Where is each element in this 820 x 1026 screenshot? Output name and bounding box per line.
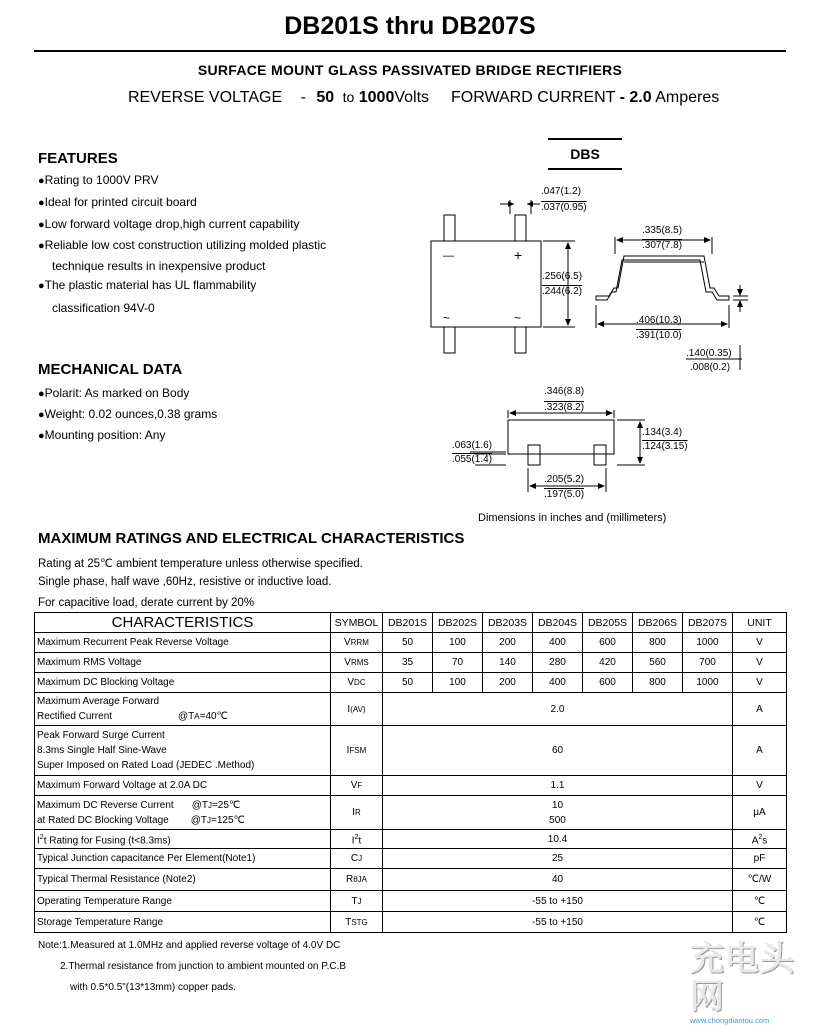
header-part: DB206S [633,613,683,633]
dim-lead-height-max: .063(1.6) [452,440,493,451]
forward-current-dash: - [619,89,625,106]
dim-body-thickness-max: .134(3.4) [642,427,683,438]
dim-body-width-max: .346(8.8) [544,386,585,397]
table-header-row [35,613,787,633]
table-row: Maximum Recurrent Peak Reverse Voltage VRRM 50 100 200 400 600 800 1000 V [35,633,787,653]
mechanical-item: ●Polarit: As marked on Body [38,386,190,400]
reverse-voltage-low: 50 [316,89,335,106]
ratings-note: For capacitive load, derate current by 20% [38,597,255,609]
header-part: DB202S [433,613,483,633]
forward-current-value: 2.0 [629,89,652,106]
header-unit: UNIT [733,613,787,633]
package-name: DBS [548,138,622,170]
header-characteristics: CHARACTERISTICS [35,613,331,633]
dim-body-width-min: .323(8.2) [544,402,585,413]
front-view-body [508,420,614,454]
header-part: DB201S [383,613,433,633]
dim-body-thickness-min: .124(3.15) [642,441,688,452]
dim-lead-width-min: .037(0.95) [541,202,587,213]
dim-body-height-min: .244(6.2) [542,286,583,297]
footnote: Note:1.Measured at 1.0MHz and applied reverse voltage of 4.0V DC [38,940,341,951]
ratings-note: Rating at 25℃ ambient temperature unless otherwise specified. [38,558,363,570]
feature-item: ●Rating to 1000V PRV [38,173,159,187]
reverse-voltage-dash: - [300,89,306,106]
header-part: DB205S [583,613,633,633]
table-row: Maximum RMS Voltage VRMS 35 70 140 280 420 560 700 V [35,653,787,673]
dim-lead-width-max: .047(1.2) [541,186,582,197]
feature-item-continued: classification 94V-0 [52,301,155,315]
watermark-logo [690,940,808,1025]
dimensions-caption: Dimensions in inches and (millimeters) [478,512,667,524]
ac-symbol-right: ~ [514,311,522,325]
footnote: with 0.5*0.5"(13*13mm) copper pads. [70,982,236,993]
header-part: DB204S [533,613,583,633]
table-row: Maximum DC Reverse Current @TJ=25℃ at Rated DC Blocking Voltage @TJ=125℃ IR 10 500 μA [35,796,787,830]
dim-side-width-max: .335(8.5) [642,225,683,236]
characteristics-table [34,612,787,933]
table-row: Maximum Forward Voltage at 2.0A DC VF 1.1 V [35,776,787,796]
dim-lead-pitch-min: .197(5.0) [544,489,585,500]
mechanical-item: ●Mounting position: Any [38,428,166,442]
dim-lead-thickness-min: .008(0.2) [690,362,731,373]
feature-item: ●Low forward voltage drop,high current capability [38,217,300,231]
ac-symbol-left: ~ [443,311,451,325]
header-part: DB207S [683,613,733,633]
ratings-heading: MAXIMUM RATINGS AND ELECTRICAL CHARACTERISTICS [38,530,465,547]
table-row: Typical Junction capacitance Per Element(Note1) CJ 25 pF [35,849,787,869]
dim-lead-height-min: .055(1.4) [452,454,493,465]
footnote: 2.Thermal resistance from junction to ambient mounted on P.C.B [60,961,347,972]
table-row: Maximum Average Forward Rectified Current @TA=40℃ I(AV) 2.0 A [35,693,787,726]
mechanical-item: ●Weight: 0.02 ounces,0.38 grams [38,407,218,421]
dim-lead-span-min: .391(10.0) [636,330,682,341]
feature-item-continued: technique results in inexpensive product [52,259,266,273]
header-part: DB203S [483,613,533,633]
feature-item: ●The plastic material has UL flammability [38,278,257,292]
dim-body-height-max: .256(6.5) [542,271,583,282]
table-row: Maximum DC Blocking Voltage VDC 50 100 200 400 600 800 1000 V [35,673,787,693]
forward-current-unit: Amperes [655,89,720,106]
side-view-body [596,256,729,300]
features-heading: FEATURES [38,150,118,167]
table-row: $I^2t$ Rating for Fusing (t<8.3ms) $I^2t$ 10.4 $A^2s$ [35,830,787,849]
reverse-voltage-label: REVERSE VOLTAGE [128,89,283,106]
table-row: Operating Temperature Range TJ -55 to +150 ℃ [35,891,787,912]
feature-item: ●Ideal for printed circuit board [38,195,197,209]
header-symbol: SYMBOL [331,613,383,633]
polarity-minus: — [443,250,454,262]
feature-item: ●Reliable low cost construction utilizing molded plastic [38,238,327,252]
forward-current-label: FORWARD CURRENT [451,89,616,106]
reverse-voltage-to: to [342,89,355,105]
watermark-brand: 充电头网 [690,940,795,1016]
dim-lead-span-max: .406(10.3) [636,315,682,326]
dim-lead-pitch-max: .205(5.2) [544,474,585,485]
table-row: Peak Forward Surge Current 8.3ms Single Half Sine-Wave Super Imposed on Rated Load (JEDEC .Method) IFSM 60 A [35,726,787,776]
watermark-url: www.chongdiantou.com [690,1016,770,1025]
dim-lead-thickness-max: .140(0.35) [686,348,732,359]
subtitle: SURFACE MOUNT GLASS PASSIVATED BRIDGE RECTIFIERS [197,62,623,78]
reverse-voltage-high: 1000 [358,89,395,106]
reverse-voltage-unit: Volts [394,89,430,106]
page-title: DB201S thru DB207S [284,12,536,40]
table-row: Typical Thermal Resistance (Note2) RθJA 40 ℃/W [35,869,787,891]
mechanical-heading: MECHANICAL DATA [38,361,183,378]
ratings-note: Single phase, half wave ,60Hz, resistive or inductive load. [38,576,332,588]
dim-side-width-min: .307(7.8) [642,240,683,251]
polarity-plus: + [514,247,523,263]
table-row: Storage Temperature Range TSTG -55 to +150 ℃ [35,912,787,933]
